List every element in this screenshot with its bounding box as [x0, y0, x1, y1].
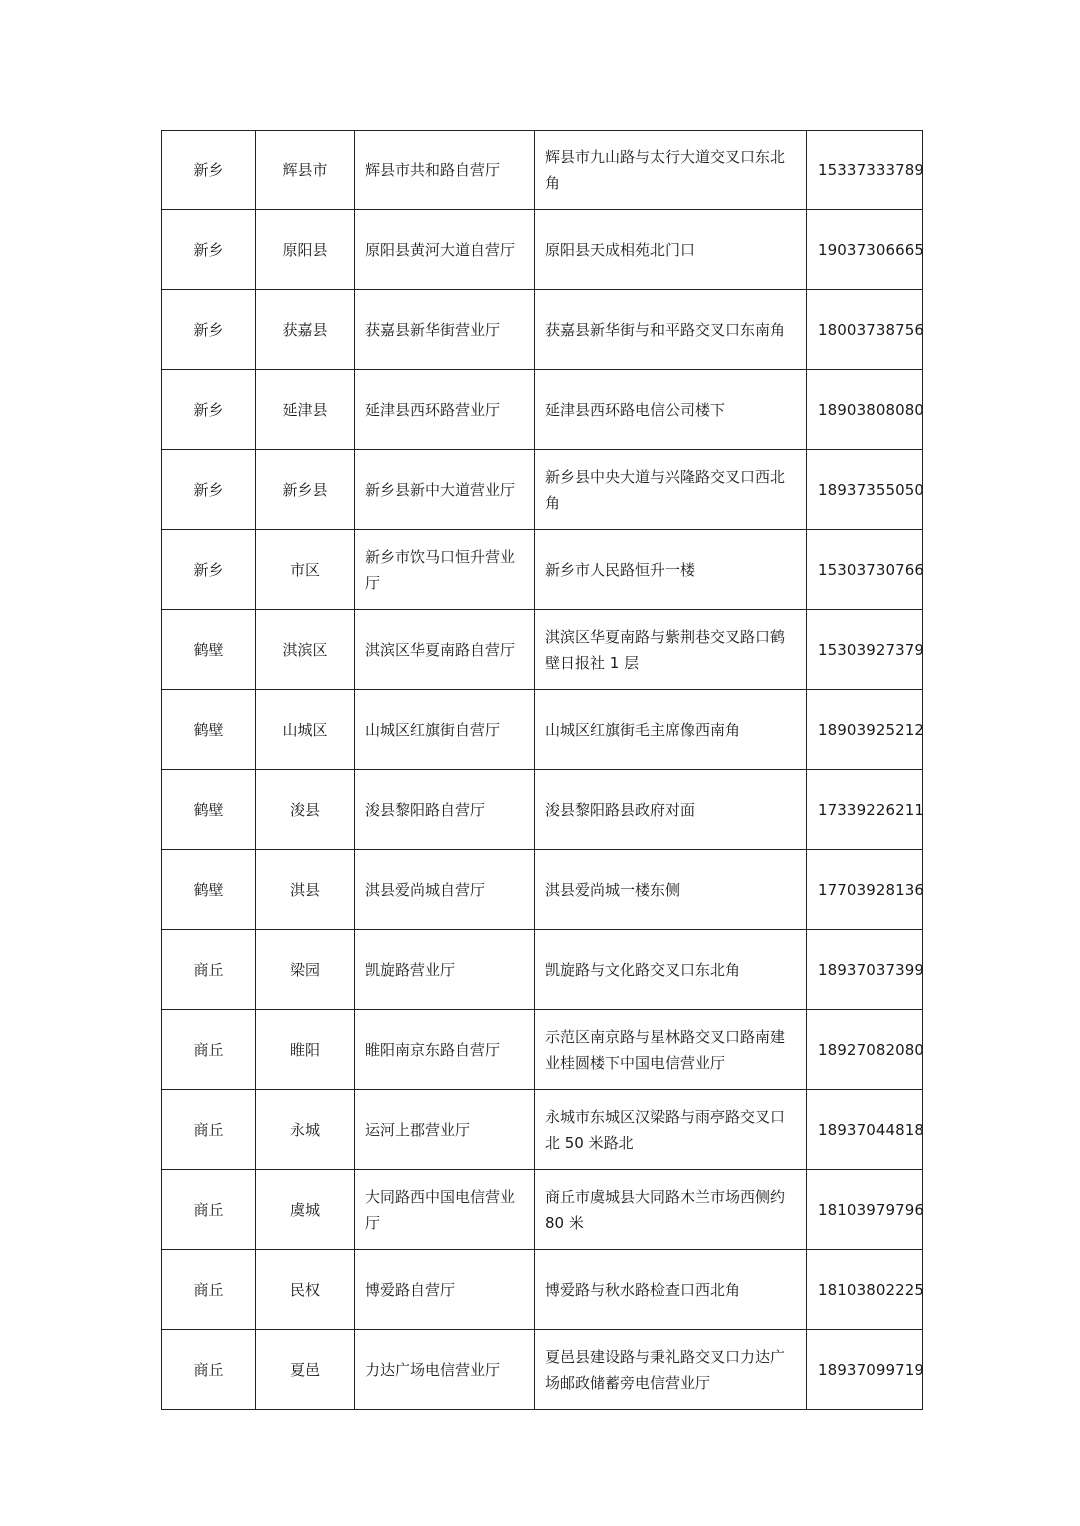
outlet-name-cell: 运河上郡营业厅: [355, 1090, 535, 1170]
phone-cell: 17339226211: [807, 770, 923, 850]
outlet-name-cell: 山城区红旗街自营厅: [355, 690, 535, 770]
table-row: [162, 1330, 923, 1410]
city-cell: 商丘: [162, 1330, 256, 1410]
address-cell: 夏邑县建设路与秉礼路交叉口力达广场邮政储蓄旁电信营业厅: [535, 1330, 807, 1410]
address-cell: 新乡市人民路恒升一楼: [535, 530, 807, 610]
table-row: [162, 850, 923, 930]
address-cell: 山城区红旗街毛主席像西南角: [535, 690, 807, 770]
phone-cell: 18937037399: [807, 930, 923, 1010]
address-cell: 延津县西环路电信公司楼下: [535, 370, 807, 450]
outlet-name-cell: 淇滨区华夏南路自营厅: [355, 610, 535, 690]
table-row: [162, 131, 923, 210]
table-row: [162, 450, 923, 530]
phone-cell: 18903808080: [807, 370, 923, 450]
outlet-name-cell: 力达广场电信营业厅: [355, 1330, 535, 1410]
address-cell: 浚县黎阳路县政府对面: [535, 770, 807, 850]
address-cell: 商丘市虞城县大同路木兰市场西侧约 80 米: [535, 1170, 807, 1250]
outlet-name-cell: 新乡市饮马口恒升营业厅: [355, 530, 535, 610]
city-cell: 新乡: [162, 290, 256, 370]
outlet-table-body: [162, 131, 923, 1410]
table-row: [162, 610, 923, 690]
outlet-name-cell: 凯旋路营业厅: [355, 930, 535, 1010]
city-cell: 新乡: [162, 131, 256, 210]
district-cell: 淇县: [256, 850, 355, 930]
district-cell: 原阳县: [256, 210, 355, 290]
city-cell: 鹤壁: [162, 770, 256, 850]
outlet-name-cell: 原阳县黄河大道自营厅: [355, 210, 535, 290]
phone-cell: 18103979796: [807, 1170, 923, 1250]
phone-cell: 15337333789: [807, 131, 923, 210]
city-cell: 商丘: [162, 1090, 256, 1170]
city-cell: 新乡: [162, 450, 256, 530]
table-row: [162, 370, 923, 450]
city-cell: 鹤壁: [162, 690, 256, 770]
city-cell: 鹤壁: [162, 610, 256, 690]
table-row: [162, 290, 923, 370]
outlet-name-cell: 博爱路自营厅: [355, 1250, 535, 1330]
city-cell: 商丘: [162, 1170, 256, 1250]
address-cell: 原阳县天成相苑北门口: [535, 210, 807, 290]
address-cell: 凯旋路与文化路交叉口东北角: [535, 930, 807, 1010]
city-cell: 新乡: [162, 370, 256, 450]
district-cell: 民权: [256, 1250, 355, 1330]
table-row: [162, 770, 923, 850]
address-cell: 淇县爱尚城一楼东侧: [535, 850, 807, 930]
phone-cell: 18103802225: [807, 1250, 923, 1330]
table-row: [162, 930, 923, 1010]
district-cell: 虞城: [256, 1170, 355, 1250]
district-cell: 新乡县: [256, 450, 355, 530]
phone-cell: 15303730766: [807, 530, 923, 610]
city-cell: 鹤壁: [162, 850, 256, 930]
outlet-name-cell: 辉县市共和路自营厅: [355, 131, 535, 210]
phone-cell: 18937044818: [807, 1090, 923, 1170]
phone-cell: 18003738756: [807, 290, 923, 370]
address-cell: 新乡县中央大道与兴隆路交叉口西北角: [535, 450, 807, 530]
outlet-name-cell: 淇县爱尚城自营厅: [355, 850, 535, 930]
phone-cell: 19037306665: [807, 210, 923, 290]
table-row: [162, 1010, 923, 1090]
city-cell: 商丘: [162, 930, 256, 1010]
district-cell: 市区: [256, 530, 355, 610]
outlet-name-cell: 新乡县新中大道营业厅: [355, 450, 535, 530]
city-cell: 商丘: [162, 1250, 256, 1330]
table-row: [162, 690, 923, 770]
phone-cell: 18927082080: [807, 1010, 923, 1090]
phone-cell: 18903925212: [807, 690, 923, 770]
outlet-name-cell: 获嘉县新华街营业厅: [355, 290, 535, 370]
phone-cell: 18937355050: [807, 450, 923, 530]
phone-cell: 17703928136: [807, 850, 923, 930]
address-cell: 示范区南京路与星林路交叉口路南建业桂圆楼下中国电信营业厅: [535, 1010, 807, 1090]
district-cell: 辉县市: [256, 131, 355, 210]
address-cell: 博爱路与秋水路检查口西北角: [535, 1250, 807, 1330]
district-cell: 浚县: [256, 770, 355, 850]
district-cell: 淇滨区: [256, 610, 355, 690]
outlet-name-cell: 浚县黎阳路自营厅: [355, 770, 535, 850]
outlet-name-cell: 延津县西环路营业厅: [355, 370, 535, 450]
table-row: [162, 1170, 923, 1250]
address-cell: 淇滨区华夏南路与紫荆巷交叉路口鹤壁日报社 1 层: [535, 610, 807, 690]
city-cell: 商丘: [162, 1010, 256, 1090]
district-cell: 永城: [256, 1090, 355, 1170]
district-cell: 夏邑: [256, 1330, 355, 1410]
district-cell: 获嘉县: [256, 290, 355, 370]
city-cell: 新乡: [162, 530, 256, 610]
address-cell: 永城市东城区汉梁路与雨亭路交叉口北 50 米路北: [535, 1090, 807, 1170]
outlet-table: [161, 130, 923, 1410]
district-cell: 延津县: [256, 370, 355, 450]
city-cell: 新乡: [162, 210, 256, 290]
district-cell: 梁园: [256, 930, 355, 1010]
phone-cell: 15303927379: [807, 610, 923, 690]
district-cell: 睢阳: [256, 1010, 355, 1090]
outlet-name-cell: 睢阳南京东路自营厅: [355, 1010, 535, 1090]
table-row: [162, 210, 923, 290]
table-row: [162, 1250, 923, 1330]
table-row: [162, 1090, 923, 1170]
address-cell: 辉县市九山路与太行大道交叉口东北角: [535, 131, 807, 210]
outlet-name-cell: 大同路西中国电信营业厅: [355, 1170, 535, 1250]
phone-cell: 18937099719: [807, 1330, 923, 1410]
district-cell: 山城区: [256, 690, 355, 770]
table-row: [162, 530, 923, 610]
address-cell: 获嘉县新华街与和平路交叉口东南角: [535, 290, 807, 370]
